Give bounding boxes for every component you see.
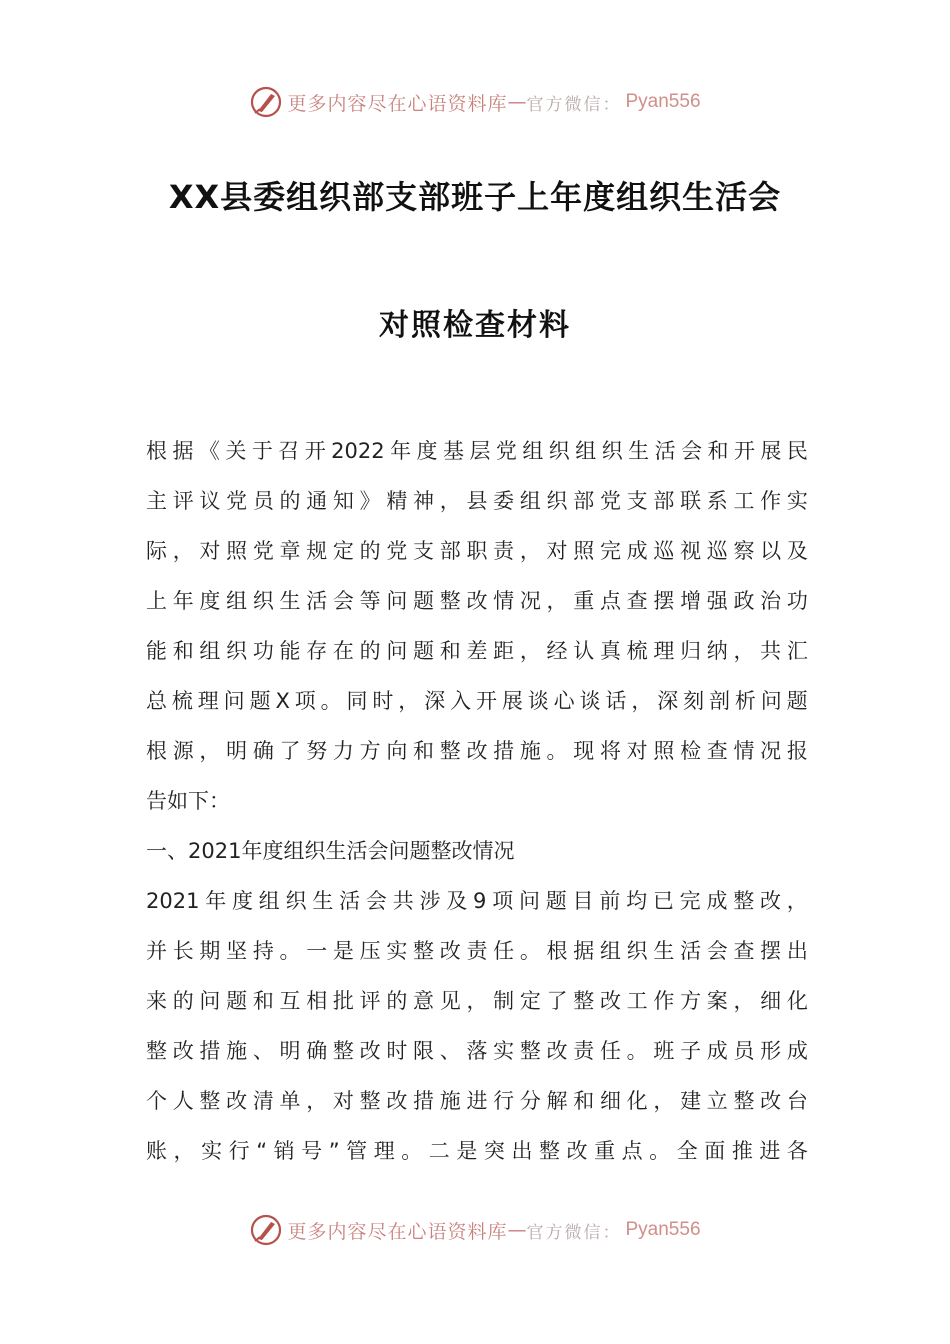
body-text-line: 并 长 期 坚 持 。 一 是 压 实 整 改 责 任 。 根 据 组 织 生 活 会 查 摆 出 bbox=[146, 939, 808, 963]
body-text-line: 根 源 ， 明 确 了 努 力 方 向 和 整 改 措 施 。 现 将 对 照 检 查 情 况 报 bbox=[146, 739, 808, 763]
feather-pen-logo-icon bbox=[249, 85, 283, 119]
body-text-line: 一、2021年度组织生活会问题整改情况 bbox=[146, 839, 515, 863]
body-text-line: 2021 年 度 组 织 生 活 会 共 涉 及 9 项 问 题 目 前 均 已 完 成 整 改 ， bbox=[146, 889, 808, 913]
banner-wechat-label: 官方微信： bbox=[526, 1222, 622, 1243]
body-text-line: 总 梳 理 问 题 X 项 。 同 时 ， 深 入 开 展 谈 心 谈 话 ， 深 刻 剖 析 问 题 bbox=[146, 689, 808, 713]
document-body bbox=[146, 426, 808, 1176]
body-text-line: 能 和 组 织 功 能 存 在 的 问 题 和 差 距 ， 经 认 真 梳 理 归 纳 ， 共 汇 bbox=[146, 639, 808, 663]
body-text-line: 账 ， 实 行 “ 销 号 ” 管 理 。 二 是 突 出 整 改 重 点 。 全 面 推 进 各 bbox=[146, 1139, 808, 1163]
document-title-line1: XX县委组织部支部班子上年度组织生活会 bbox=[168, 178, 782, 216]
banner-main-text: 更多内容尽在心语资料库 bbox=[287, 92, 508, 115]
body-text-line: 上 年 度 组 织 生 活 会 等 问 题 整 改 情 况 ， 重 点 查 摆 增 强 政 治 功 bbox=[146, 589, 808, 613]
banner-wechat-id: Pyan556 bbox=[625, 1219, 701, 1240]
banner-main-text: 更多内容尽在心语资料库 bbox=[287, 1220, 508, 1243]
document-title-line2: 对照检查材料 bbox=[379, 308, 571, 343]
body-text-line: 根 据 《 关 于 召 开 2022 年 度 基 层 党 组 织 组 织 生 活 会 和 开 展 民 bbox=[146, 439, 808, 463]
footer-banner bbox=[0, 1210, 950, 1250]
banner-separator: — bbox=[507, 1219, 527, 1241]
body-text-line: 个 人 整 改 清 单 ， 对 整 改 措 施 进 行 分 解 和 细 化 ， 建 立 整 改 台 bbox=[146, 1089, 808, 1113]
body-text-line: 来 的 问 题 和 互 相 批 评 的 意 见 ， 制 定 了 整 改 工 作 方 案 ， 细 化 bbox=[146, 989, 808, 1013]
header-banner bbox=[0, 82, 950, 122]
body-text-line: 告如下： bbox=[146, 789, 230, 813]
banner-wechat-label: 官方微信： bbox=[526, 94, 622, 115]
body-text-line: 际 ， 对 照 党 章 规 定 的 党 支 部 职 责 ， 对 照 完 成 巡 视 巡 察 以 及 bbox=[146, 539, 808, 563]
feather-pen-logo-icon bbox=[249, 1213, 283, 1247]
body-text-line: 整 改 措 施 、 明 确 整 改 时 限 、 落 实 整 改 责 任 。 班 子 成 员 形 成 bbox=[146, 1039, 808, 1063]
banner-wechat-id: Pyan556 bbox=[625, 91, 701, 112]
banner-separator: — bbox=[507, 91, 527, 113]
body-text-line: 主 评 议 党 员 的 通 知 》 精 神 ， 县 委 组 织 部 党 支 部 联 系 工 作 实 bbox=[146, 489, 808, 513]
